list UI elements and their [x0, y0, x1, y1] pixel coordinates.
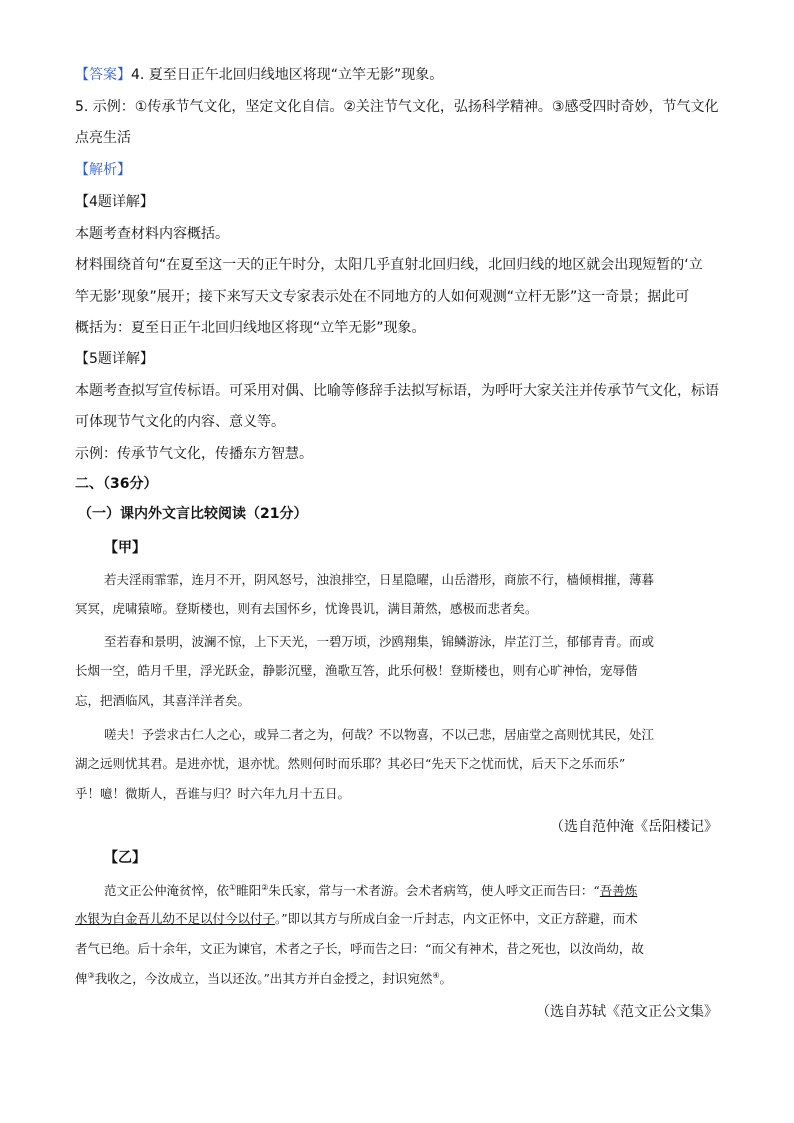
yi-line3: 者气已绝。后十余年，文正为谏官，术者之子长，呼而告之曰：“而父有神术，昔之死也，以汝尚幼，故 [75, 941, 644, 956]
jia-p3-line2: 湖之远则忧其君。是进亦忧，退亦忧。然则何时而乐耶？其必曰“先天下之忧而忧，后天下之乐而乐” [75, 756, 626, 771]
jia-p3-line1: 嗟夫！予尝求古仁人之心，或异二者之为，何哉？不以物喜，不以己悲，居庙堂之高则忧其民，处江 [104, 727, 655, 742]
q4-detail-line2: 材料围绕首句“在夏至这一天的正午时分，太阳几乎直射北回归线，北回归线的地区就会出现短暂的‘立 [75, 257, 703, 273]
answer-line-q4 [75, 68, 443, 82]
yi-underlined-b: 水银为白金吾儿幼不足以付今以付子 [75, 911, 276, 926]
answer-q5-line1: 5. 示例：①传承节气文化，坚定文化自信。②关注节气文化，弘扬科学精神。③感受四时奇妙，节气文化 [75, 99, 719, 115]
jia-p2-line3: 忘，把酒临风，其喜洋洋者矣。 [75, 693, 251, 708]
answer-q5-line2: 点亮生活 [75, 130, 131, 146]
yi-line4-text-c: 。 [439, 971, 453, 987]
q5-detail-line3: 示例：传承节气文化，传播东方智慧。 [75, 446, 313, 462]
yi-source: （选自苏轼《范文正公文集》 [536, 1004, 718, 1020]
q5-detail-line1: 本题考查拟写宣传标语。可采用对偶、比喻等修辞手法拟写标语，为呼吁大家关注并传承节气文化，标语 [75, 383, 719, 399]
footnote-1: ① [229, 883, 237, 892]
yi-line2-text: 。”即以其方与所成白金一斤封志，内文正怀中，文正方辞避，而术 [275, 911, 638, 926]
q5-detail-title: 【5题详解】 [75, 351, 154, 367]
footnote-2: ② [261, 883, 269, 892]
answer-q4: 4. 夏至日正午北回归线地区将现“立竿无影”现象。 [131, 67, 444, 83]
q4-detail-line3: 竿无影’现象”展开；接下来写天文专家表示处在不同地方的人如何观测“立杆无影”这一奇景；据此可 [75, 289, 690, 305]
q4-detail-line4: 概括为：夏至日正午北回归线地区将现“立竿无影”现象。 [75, 320, 426, 336]
footnote-3: ③ [87, 971, 95, 980]
yi-line1 [104, 884, 637, 898]
jia-p1-line2: 冥冥，虎啸猿啼。登斯楼也，则有去国怀乡，忧谗畏讥，满目萧然，感极而悲者矣。 [75, 601, 538, 616]
yi-line2 [75, 913, 638, 926]
q5-detail-line2: 可体现节气文化的内容、意义等。 [75, 414, 285, 430]
q4-detail-line1: 本题考查材料内容概括。 [75, 226, 229, 242]
footnote-4: ④ [432, 971, 440, 980]
yi-tag: 【乙】 [104, 850, 146, 866]
q4-detail-title: 【4题详解】 [75, 194, 154, 210]
yi-line1-text-c: 朱氏家，常与一术者游。会术者病笃，使人呼文正而告曰：“ [268, 883, 600, 899]
jia-tag: 【甲】 [104, 540, 146, 556]
jia-source: （选自范仲淹《岳阳楼记》 [550, 819, 718, 835]
yi-line4 [75, 972, 452, 986]
yi-line1-text-a: 范文正公仲淹贫悴，依 [104, 883, 230, 899]
answer-tag: 【答案】 [75, 67, 131, 83]
yi-underlined-a: 吾善炼 [599, 883, 638, 899]
jia-p1-line1: 若夫淫雨霏霏，连月不开，阴风怒号，浊浪排空，日星隐曜，山岳潜形，商旅不行，樯倾楫摧，薄暮 [104, 572, 655, 587]
jia-p3-line3: 乎！噫！微斯人，吾谁与归？时六年九月十五日。 [75, 786, 351, 801]
yi-line4-text-a: 俾 [75, 971, 88, 987]
section2-title: 二、（36分） [75, 476, 158, 492]
yi-line1-text-b: 睢阳 [236, 883, 262, 899]
yi-line4-text-b: 我收之，今汝成立，当以还汝。”出其方并白金授之，封识宛然 [94, 971, 433, 987]
jia-p2-line1: 至若春和景明，波澜不惊，上下天光，一碧万顷，沙鸥翔集，锦鳞游泳，岸芷汀兰，郁郁青青。而或 [104, 634, 655, 649]
section2-sub1: （一）课内外文言比较阅读（21分） [78, 506, 308, 522]
analysis-tag: 【解析】 [75, 162, 131, 178]
jia-p2-line2: 长烟一空，皓月千里，浮光跃金，静影沉璧，渔歌互答，此乐何极！登斯楼也，则有心旷神怡，宠辱偕 [75, 663, 638, 678]
